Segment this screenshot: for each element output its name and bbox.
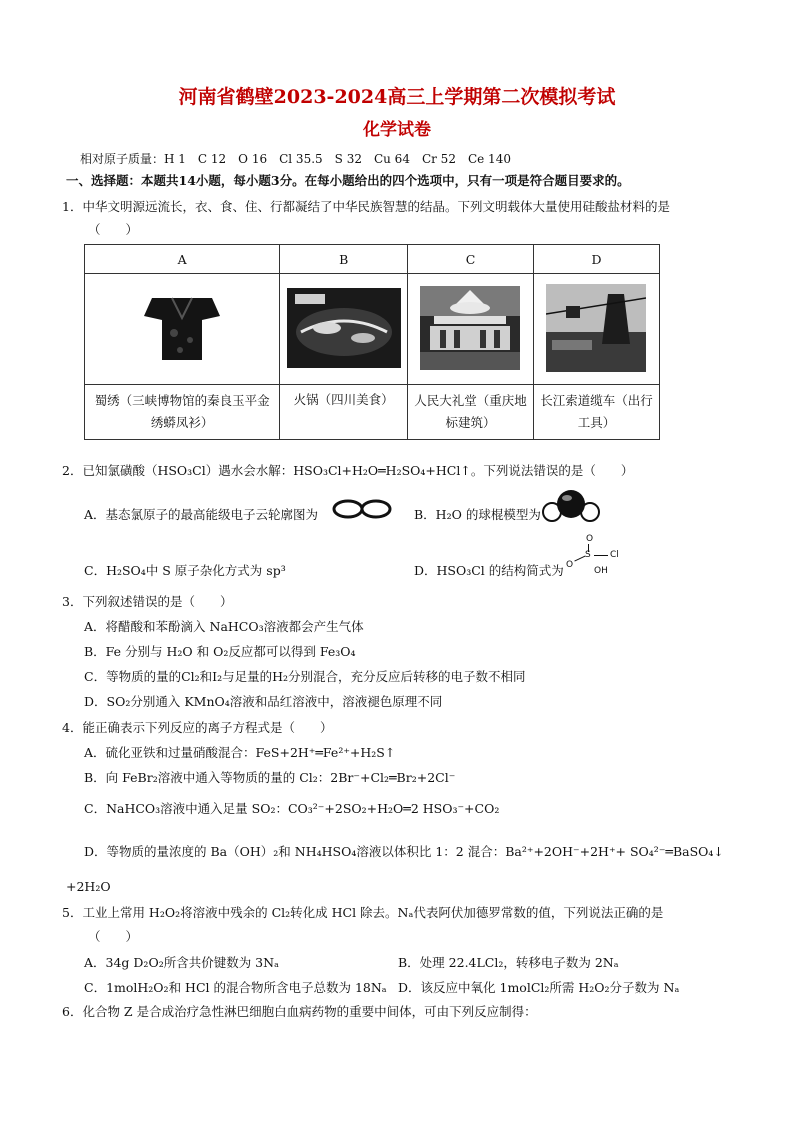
q2-option-a: A．基态氯原子的最高能级电子云轮廓图为 xyxy=(84,507,319,522)
q5-stem: 5．工业上常用 H₂O₂将溶液中残余的 Cl₂转化成 HCl 除去。Nₐ代表阿伏加德罗常数的值，下列说法正确的是 xyxy=(62,905,664,920)
q4-stem: 4．能正确表示下列反应的离子方程式是（ ） xyxy=(62,720,333,735)
option-header-c: C xyxy=(408,245,534,274)
q6-stem: 6．化合物 Z 是合成治疗急性淋巴细胞白血病药物的重要中间体，可由下列反应制得： xyxy=(62,1004,537,1019)
atomic-masses: 相对原子质量：H 1 C 12 O 16 Cl 35.5 S 32 Cu 64 Cr 52 Ce 140 xyxy=(80,152,511,166)
option-header-d: D xyxy=(533,245,659,274)
q4-option-c: C．NaHCO₃溶液中通入足量 SO₂：CO₃²⁻+2SO₂+H₂O═2 HSO₃⁻+CO₂ xyxy=(84,801,500,816)
q5-option-c: C．1molH₂O₂和 HCl 的混合物所含电子总数为 18Nₐ xyxy=(84,980,387,995)
q2-option-b: B．H₂O 的球棍模型为 xyxy=(414,507,541,522)
option-a-caption: 蜀绣（三峡博物馆的秦良玉平金 绣蟒凤衫） xyxy=(85,385,280,440)
q1-paren: （ ） xyxy=(88,222,139,237)
q4-option-a: A．硫化亚铁和过量硝酸混合：FeS+2H⁺═Fe²⁺+H₂S↑ xyxy=(84,745,396,760)
q1-options-table xyxy=(84,244,660,440)
q3-option-b: B．Fe 分别与 H₂O 和 O₂反应都可以得到 Fe₃O₄ xyxy=(84,644,356,659)
q3-stem: 3．下列叙述错误的是（ ） xyxy=(62,594,233,609)
embroidered-robe-image xyxy=(142,288,222,368)
great-hall-image xyxy=(420,286,520,370)
hotpot-image xyxy=(287,288,401,368)
cable-car-image xyxy=(546,284,646,372)
q3-option-d: D．SO₂分别通入 KMnO₄溶液和品红溶液中，溶液褪色原理不同 xyxy=(84,694,443,709)
q3-option-c: C．等物质的量的Cl₂和I₂与足量的H₂分别混合，充分反应后转移的电子数不相同 xyxy=(84,669,526,684)
q2-option-c: C．H₂SO₄中 S 原子杂化方式为 sp³ xyxy=(84,563,286,578)
exam-subtitle: 化学试卷 xyxy=(363,120,431,140)
exam-title: 河南省鹤壁2023-2024高三上学期第二次模拟考试 xyxy=(178,86,616,108)
section-heading: 一、选择题：本题共14小题，每小题3分。在每小题给出的四个选项中，只有一项是符合题目要求的。 xyxy=(66,173,630,188)
option-b-caption: 火锅（四川美食） xyxy=(280,385,408,440)
q1-stem: 1．中华文明源远流长，衣、食、住、行都凝结了中华民族智慧的结晶。下列文明载体大量使用硅酸盐材料的是 xyxy=(62,199,670,214)
q4-option-b: B．向 FeBr₂溶液中通入等物质的量的 Cl₂：2Br⁻+Cl₂═Br₂+2Cl⁻ xyxy=(84,770,456,785)
q2-option-d: D．HSO₃Cl 的结构简式为 xyxy=(414,563,564,578)
q5-paren: （ ） xyxy=(88,929,139,944)
q2-stem: 2．已知氯磺酸（HSO₃Cl）遇水会水解：HSO₃Cl+H₂O═H₂SO₄+HCl↑。下列说法错误的是（ ） xyxy=(62,463,634,478)
option-header-a: A xyxy=(85,245,280,274)
option-c-caption: 人民大礼堂（重庆地 标建筑） xyxy=(408,385,534,440)
water-ball-stick-icon xyxy=(542,484,600,524)
q5-option-a: A．34g D₂O₂所含共价键数为 3Nₐ xyxy=(84,955,279,970)
q5-option-d: D．该反应中氧化 1molCl₂所需 H₂O₂分子数为 Nₐ xyxy=(398,980,680,995)
q5-option-b: B．处理 22.4LCl₂，转移电子数为 2Nₐ xyxy=(398,955,619,970)
q4-option-d: D．等物质的量浓度的 Ba（OH）₂和 NH₄HSO₄溶液以体积比 1：2 混合：Ba²⁺+2OH⁻+2H⁺+ SO₄²⁻═BaSO₄↓ xyxy=(84,844,724,859)
option-d-caption: 长江索道缆车（出行 工具） xyxy=(533,385,659,440)
q4-option-d-cont: +2H₂O xyxy=(66,879,111,894)
p-orbital-icon xyxy=(332,494,392,524)
option-header-b: B xyxy=(280,245,408,274)
q3-option-a: A．将醋酸和苯酚滴入 NaHCO₃溶液都会产生气体 xyxy=(84,619,364,634)
hso3cl-structure: O S Cl O OH xyxy=(566,534,619,576)
